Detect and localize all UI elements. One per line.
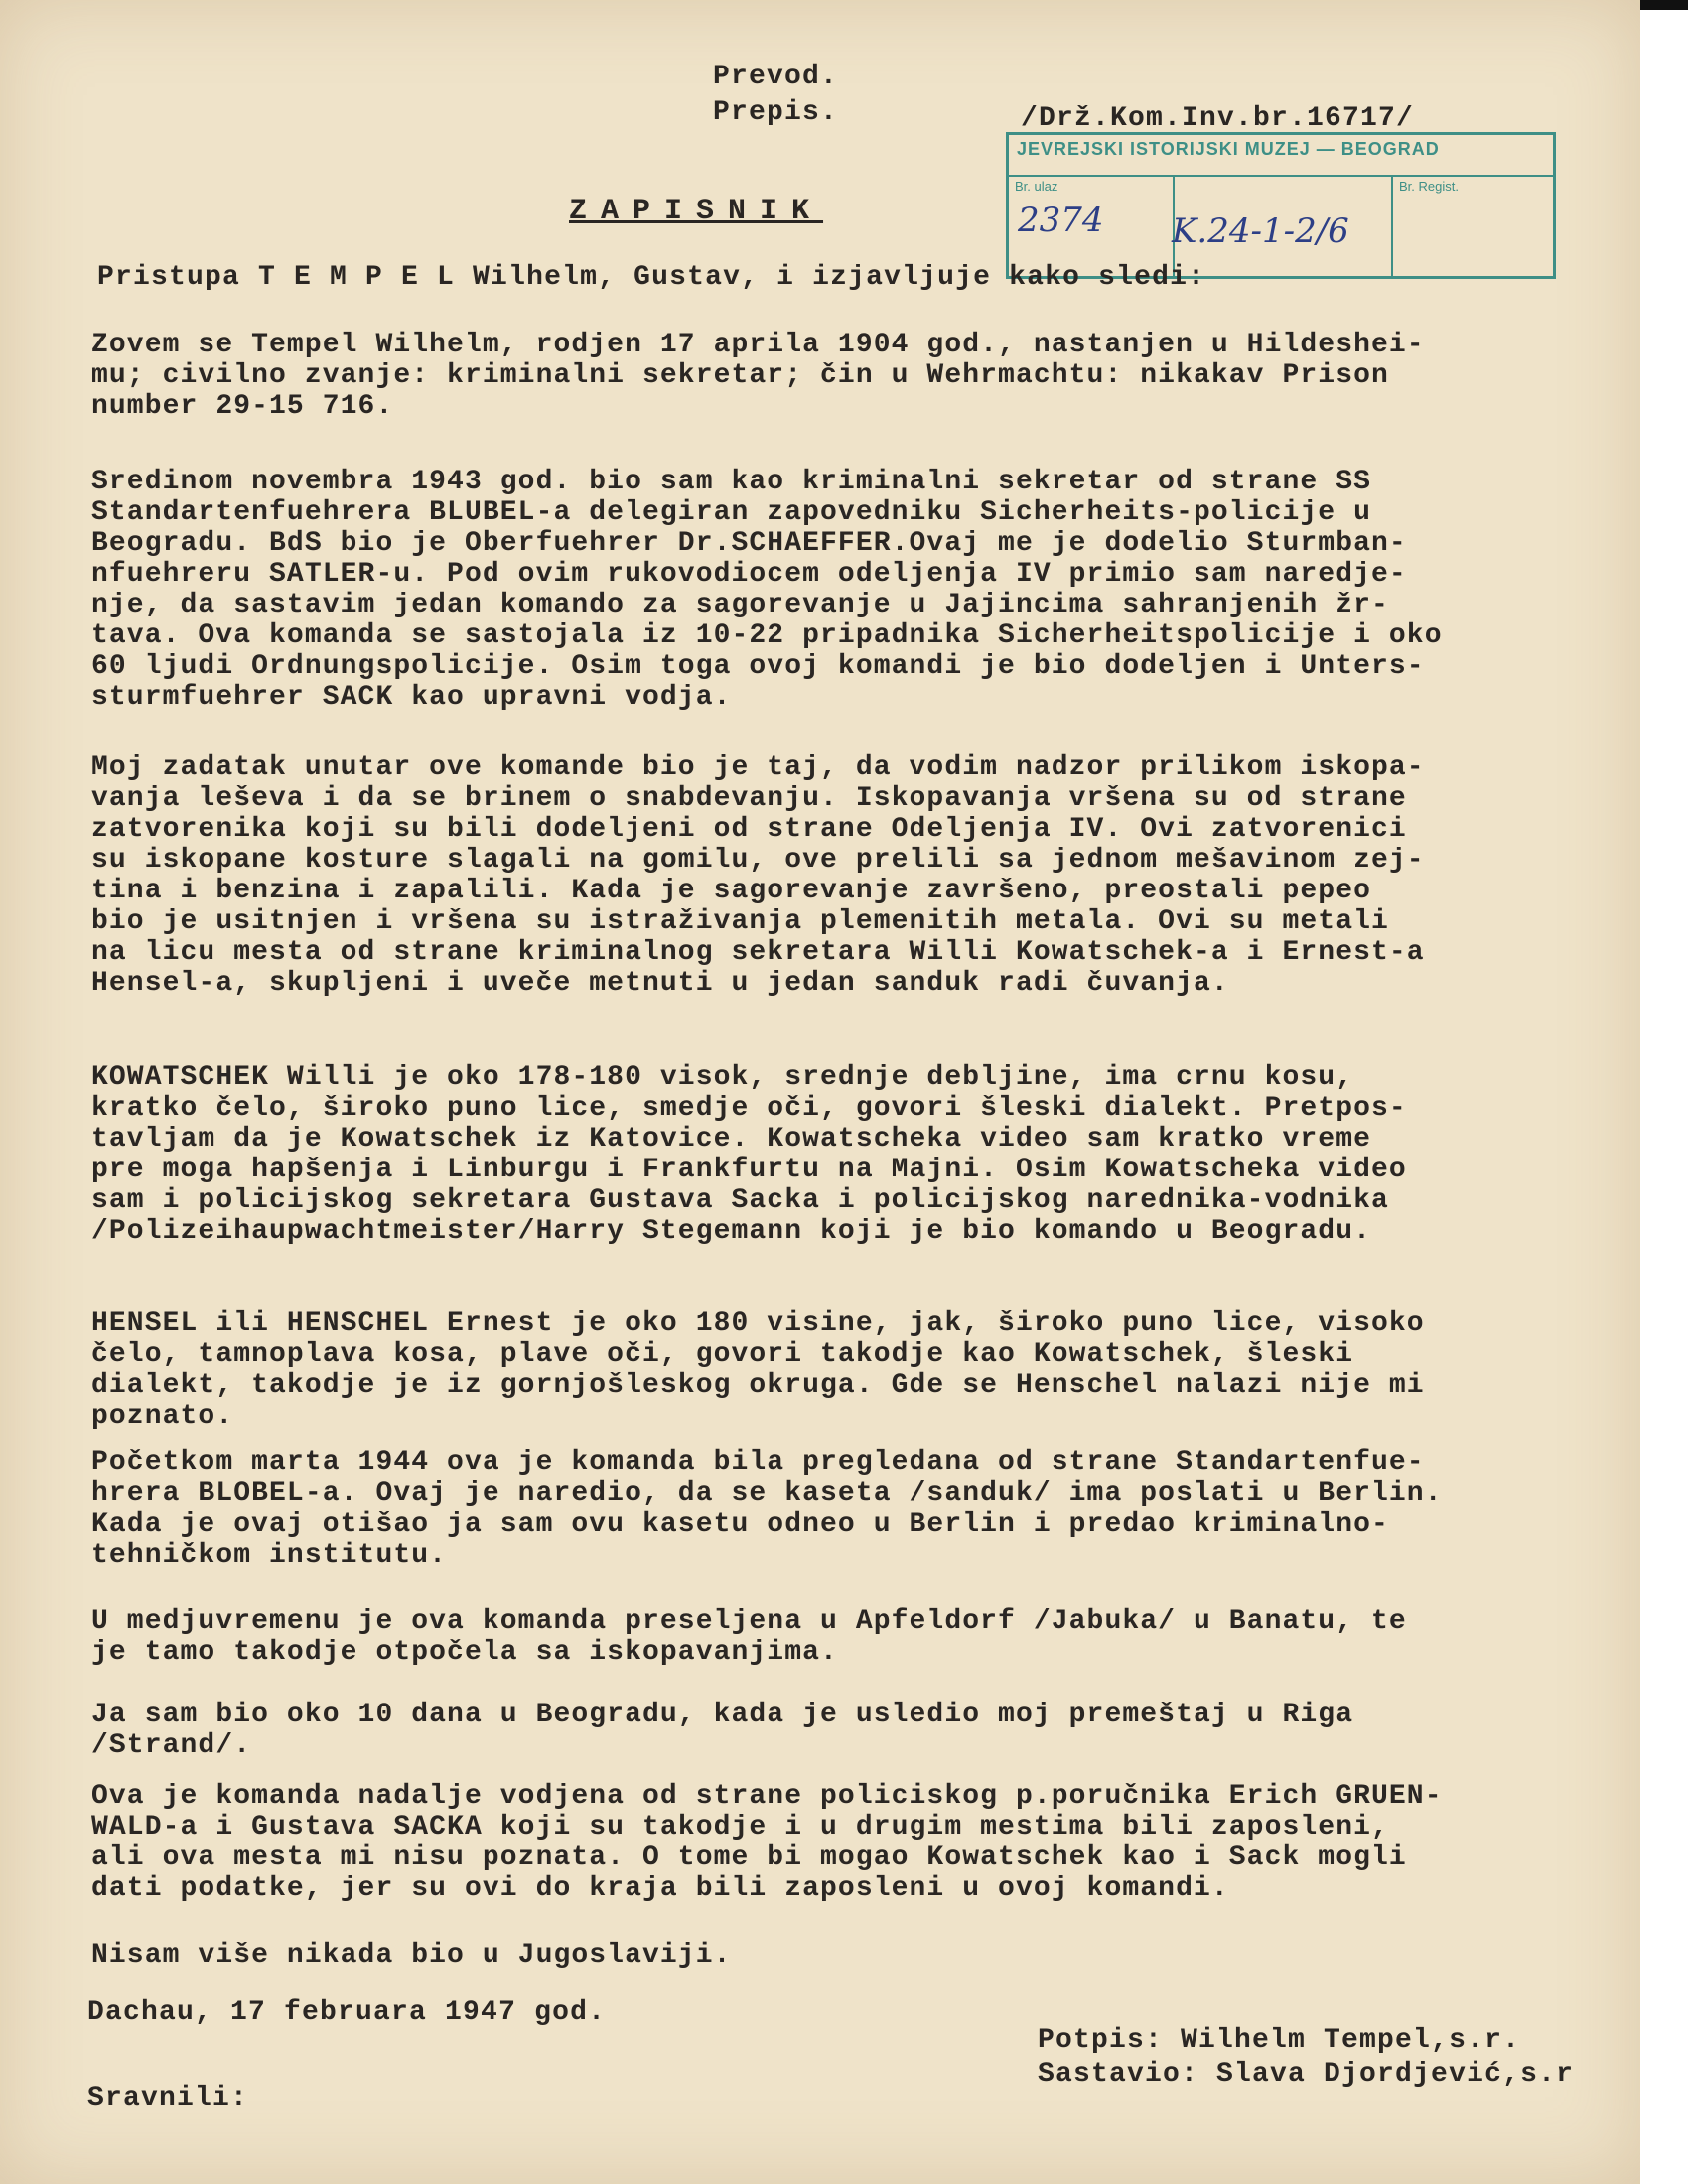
paragraph-line: Kada je ovaj otišao ja sam ovu kasetu odneo u Berlin i predao kriminalno- xyxy=(91,1509,1389,1540)
compared-line: Sravnili: xyxy=(87,2083,249,2114)
signature-line: Potpis: Wilhelm Tempel,s.r. xyxy=(1038,2025,1521,2056)
paragraph-line: hrera BLOBEL-a. Ovaj je naredio, da se kaseta /sanduk/ ima poslati u Berlin. xyxy=(91,1478,1443,1509)
paragraph-line: su iskopane kosture slagali na gomilu, ove prelili sa jednom mešavinom zej- xyxy=(91,845,1425,876)
handwritten-signature-code: K.24-1-2/6 xyxy=(1172,211,1349,251)
scan-edge xyxy=(1640,0,1688,10)
paragraph xyxy=(91,1940,1620,1971)
paragraph-line: Beogradu. BdS bio je Oberfuehrer Dr.SCHAEFFER.Ovaj me je dodelio Sturmban- xyxy=(91,528,1407,559)
composed-by-line: Sastavio: Slava Djordjević,s.r xyxy=(1038,2059,1575,2090)
paragraph xyxy=(91,752,1620,999)
paragraph-line: Hensel-a, skupljeni i uveče metnuti u jedan sanduk radi čuvanja. xyxy=(91,968,1229,999)
document-title: ZAPISNIK xyxy=(569,195,824,228)
handwritten-inventory-number: 2374 xyxy=(1018,201,1104,240)
paragraph-line: dialekt, takodje je iz gornjošleskog okruga. Gde se Henschel nalazi nije mi xyxy=(91,1370,1425,1401)
paragraph-line: poznato. xyxy=(91,1401,234,1432)
paragraph-line: zatvorenika koji su bili dodeljeni od strane Odeljenja IV. Ovi zatvorenici xyxy=(91,814,1407,845)
paragraph-line: KOWATSCHEK Willi je oko 178-180 visok, srednje debljine, ima crnu kosu, xyxy=(91,1062,1354,1093)
paragraph-line: bio je usitnjen i vršena su istraživanja plemenitih metala. Ovi su metali xyxy=(91,906,1389,937)
paragraph-line: tava. Ova komanda se sastojala iz 10-22 pripadnika Sicherheitspolicije i oko xyxy=(91,620,1443,651)
paragraph-line: 60 ljudi Ordnungspolicije. Osim toga ovoj komandi je bio dodeljen i Unters- xyxy=(91,651,1425,682)
paragraph-line: Standartenfuehrera BLUBEL-a delegiran zapovedniku Sicherheits-policije u xyxy=(91,497,1371,528)
header-prepis: Prepis. xyxy=(713,97,839,128)
paragraph-line: Nisam više nikada bio u Jugoslaviji. xyxy=(91,1940,732,1971)
stamp-label-inv: Br. ulaz xyxy=(1015,179,1058,194)
paragraph-line: tina i benzina i zapalili. Kada je sagorevanje završeno, preostali pepeo xyxy=(91,876,1371,906)
paragraph xyxy=(91,1781,1620,1904)
paragraph-line: vanja leševa i da se brinem o snabdevanju. Iskopavanja vršena su od strane xyxy=(91,783,1407,814)
paragraph-line: /Strand/. xyxy=(91,1730,252,1761)
paragraph xyxy=(91,330,1620,422)
paragraph xyxy=(91,1447,1620,1570)
paragraph-line: sturmfuehrer SACK kao upravni vodja. xyxy=(91,682,732,713)
paragraph xyxy=(91,1700,1620,1761)
paragraph-line: Ova je komanda nadalje vodjena od strane policiskog p.poručnika Erich GRUEN- xyxy=(91,1781,1443,1812)
paragraph-line: pre moga hapšenja i Linburgu i Frankfurtu na Majni. Osim Kowatscheka video xyxy=(91,1155,1407,1185)
paragraph-line: ali ova mesta mi nisu poznata. O tome bi mogao Kowatschek kao i Sack mogli xyxy=(91,1843,1407,1873)
paragraph-line: Ja sam bio oko 10 dana u Beogradu, kada je usledio moj premeštaj u Riga xyxy=(91,1700,1354,1730)
place-date: Dachau, 17 februara 1947 god. xyxy=(87,1997,607,2028)
paragraph xyxy=(91,1308,1620,1432)
paragraph-line: Moj zadatak unutar ove komande bio je taj, da vodim nadzor prilikom iskopa- xyxy=(91,752,1425,783)
paragraph-line: HENSEL ili HENSCHEL Ernest je oko 180 visine, jak, široko puno lice, visoko xyxy=(91,1308,1425,1339)
header-prevod: Prevod. xyxy=(713,62,839,92)
stamp-cell-reg xyxy=(1391,177,1550,276)
paragraph-line: Sredinom novembra 1943 god. bio sam kao kriminalni sekretar od strane SS xyxy=(91,467,1371,497)
intro-line: Pristupa T E M P E L Wilhelm, Gustav, i izjavljuje kako sledi: xyxy=(97,262,1206,293)
header-reference: /Drž.Kom.Inv.br.16717/ xyxy=(1021,103,1415,134)
paragraph-line: nje, da sastavim jedan komando za sagorevanje u Jajincima sahranjenih žr- xyxy=(91,590,1389,620)
paragraph-line: sam i policijskog sekretara Gustava Sacka i policijskog narednika-vodnika xyxy=(91,1185,1389,1216)
paragraph-line: nfuehreru SATLER-u. Pod ovim rukovodiocem odeljenja IV primio sam naredje- xyxy=(91,559,1407,590)
stamp-label-reg: Br. Regist. xyxy=(1399,179,1459,194)
paragraph-line: kratko čelo, široko puno lice, smedje oči, govori šleski dialekt. Pretpos- xyxy=(91,1093,1407,1124)
paragraph-line: mu; civilno zvanje: kriminalni sekretar; čin u Wehrmachtu: nikakav Prison xyxy=(91,360,1389,391)
paragraph xyxy=(91,467,1620,713)
paragraph xyxy=(91,1606,1620,1668)
stamp-title: JEVREJSKI ISTORIJSKI MUZEJ — BEOGRAD xyxy=(1017,139,1440,159)
paragraph-line: tavljam da je Kowatschek iz Katovice. Kowatscheka video sam kratko vreme xyxy=(91,1124,1371,1155)
paragraph-line: Zovem se Tempel Wilhelm, rodjen 17 aprila 1904 god., nastanjen u Hildeshei- xyxy=(91,330,1425,360)
paragraph-line: dati podatke, jer su ovi do kraja bili zaposleni u ovoj komandi. xyxy=(91,1873,1229,1904)
paragraph-line: čelo, tamnoplava kosa, plave oči, govori takodje kao Kowatschek, šleski xyxy=(91,1339,1354,1370)
paragraph-line: /Polizeihaupwachtmeister/Harry Stegemann koji je bio komando u Beogradu. xyxy=(91,1216,1371,1247)
paragraph xyxy=(91,1062,1620,1247)
paragraph-line: Početkom marta 1944 ova je komanda bila pregledana od strane Standartenfue- xyxy=(91,1447,1425,1478)
paragraph-line: je tamo takodje otpočela sa iskopavanjima. xyxy=(91,1637,838,1668)
paragraph-line: WALD-a i Gustava SACKA koji su takodje i u drugim mestima bili zaposleni, xyxy=(91,1812,1389,1843)
scan-margin xyxy=(1640,0,1688,2184)
paragraph-line: number 29-15 716. xyxy=(91,391,394,422)
paragraph-line: U medjuvremenu je ova komanda preseljena u Apfeldorf /Jabuka/ u Banatu, te xyxy=(91,1606,1407,1637)
paragraph-line: tehničkom institutu. xyxy=(91,1540,448,1570)
paragraph-line: na licu mesta od strane kriminalnog sekretara Willi Kowatschek-a i Ernest-a xyxy=(91,937,1425,968)
